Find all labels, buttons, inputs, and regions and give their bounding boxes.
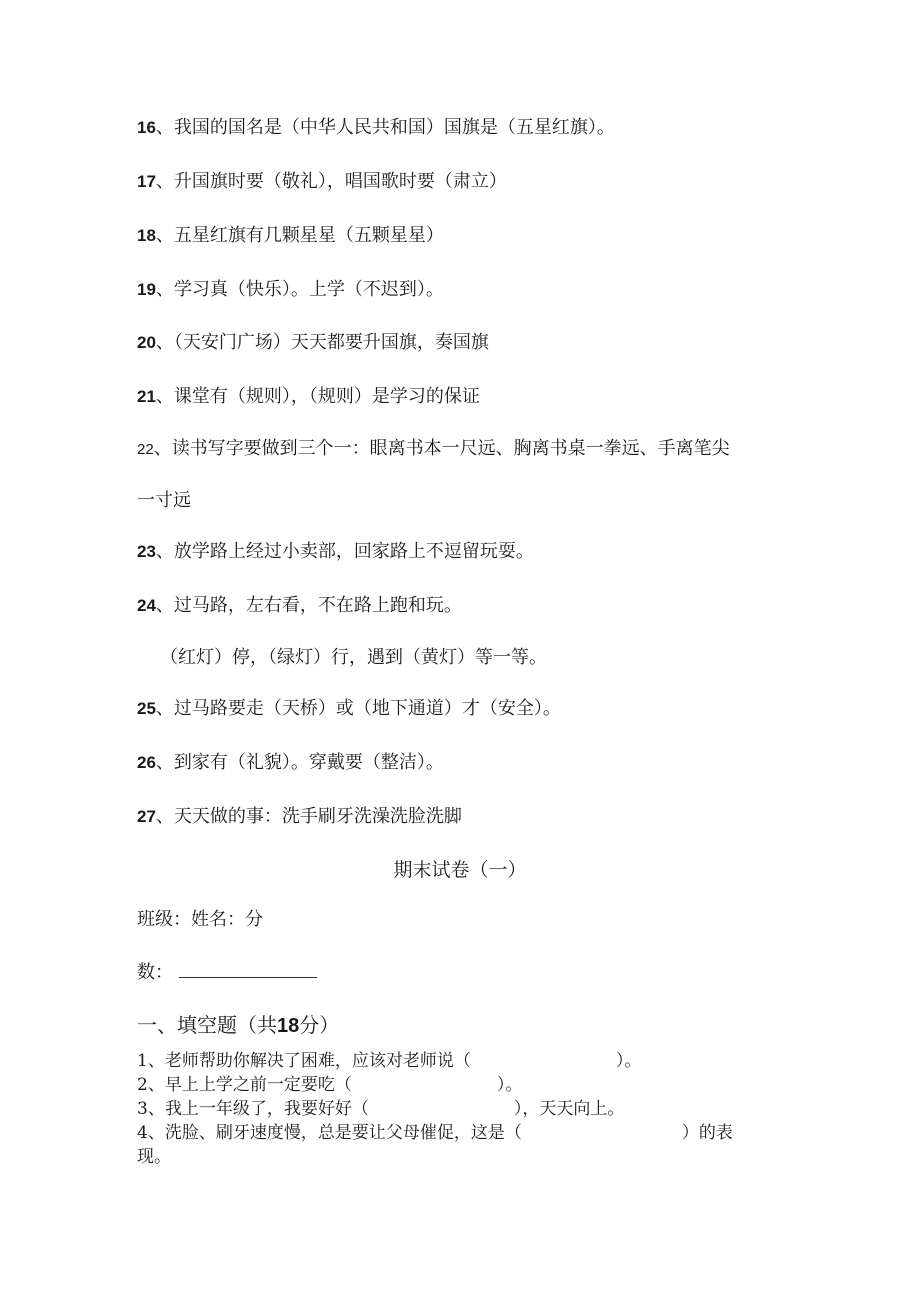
item-18 [137, 224, 444, 248]
item-sep: 、 [153, 438, 172, 459]
item-23 [137, 540, 534, 564]
item-text: 过马路要走（天桥）或（地下通道）才（安全）。 [173, 698, 561, 719]
item-sep: 、 [155, 117, 174, 138]
item-number: 26 [137, 753, 156, 772]
question-text: 1、老师帮助你解决了困难，应该对老师说（ [137, 1051, 471, 1071]
item-27 [137, 805, 462, 829]
question-text: 2、早上上学之前一定要吃（ [137, 1075, 352, 1095]
item-20 [137, 331, 489, 355]
item-text: 放学路上经过小卖部，回家路上不逗留玩耍。 [173, 541, 534, 562]
question-3 [137, 1098, 624, 1121]
item-text: 五星红旗有几颗星星（五颗星星） [173, 225, 444, 246]
score-label: 数： [137, 962, 173, 983]
question-end: ）。 [615, 1051, 642, 1071]
section-prefix: 一、填空题（共 [137, 1013, 277, 1037]
item-22 [137, 437, 730, 462]
question-4 [137, 1122, 733, 1145]
item-number: 24 [137, 596, 156, 615]
item-sep: 、 [155, 595, 174, 616]
item-text: 读书写字要做到三个一：眼离书本一尺远、胸离书桌一拳远、手离笔尖 [171, 438, 730, 459]
question-2 [137, 1074, 522, 1097]
question-1 [137, 1050, 641, 1073]
item-text: 课堂有（规则），（规则）是学习的保证 [173, 386, 480, 407]
question-text: 现。 [137, 1147, 171, 1167]
question-end: ）的表 [681, 1123, 733, 1143]
item-sep: 、 [155, 752, 174, 773]
exam-title: 期末试卷（一） [393, 859, 527, 881]
item-19 [137, 278, 444, 302]
info-line-class-name: 班级：姓名：分 [137, 909, 263, 930]
section-points: 18 [277, 1015, 300, 1037]
item-text: 学习真（快乐）。上学（不迟到）。 [173, 279, 444, 300]
item-sep: 、 [155, 386, 174, 407]
item-25 [137, 697, 561, 721]
item-sep: 、 [155, 225, 174, 246]
item-number: 20 [137, 333, 156, 352]
item-24-continued [160, 646, 547, 670]
item-text: 过马路，左右看，不在路上跑和玩。 [173, 595, 462, 616]
question-end: ），天天向上。 [513, 1099, 625, 1119]
item-26 [137, 751, 444, 775]
section-suffix: 分） [299, 1013, 340, 1037]
item-sep: 、 [155, 806, 174, 827]
item-text: 天天做的事：洗手刷牙洗澡洗脸洗脚 [173, 806, 462, 827]
item-text: （红灯）停，（绿灯）行，遇到（黄灯）等一等。 [160, 647, 547, 668]
item-sep: 、 [155, 332, 174, 353]
item-sep: 、 [155, 698, 174, 719]
item-number: 23 [137, 542, 156, 561]
question-text: 3、我上一年级了，我要好好（ [137, 1099, 369, 1119]
item-22-continued [137, 489, 191, 513]
item-number: 17 [137, 172, 156, 191]
item-text: 升国旗时要（敬礼），唱国歌时要（肃立） [173, 171, 507, 192]
section-heading [137, 1012, 339, 1039]
item-21 [137, 385, 480, 409]
question-end: ）。 [496, 1075, 523, 1095]
item-number: 21 [137, 387, 156, 406]
item-number: 22 [137, 441, 154, 458]
item-text: （天安门广场）天天都要升国旗，奏国旗 [173, 332, 489, 353]
question-text: 4、洗脸、刷牙速度慢，总是要让父母催促，这是（ [137, 1123, 522, 1143]
item-text: 我国的国名是（中华人民共和国）国旗是（五星红旗）。 [173, 117, 615, 138]
item-24 [137, 594, 462, 618]
item-17 [137, 170, 507, 194]
score-blank[interactable] [179, 961, 317, 978]
item-number: 16 [137, 118, 156, 137]
item-sep: 、 [155, 279, 174, 300]
info-line-score [137, 961, 317, 985]
item-number: 25 [137, 699, 156, 718]
item-number: 27 [137, 807, 156, 826]
item-text: 到家有（礼貌）。穿戴要（整洁）。 [173, 752, 444, 773]
question-4-continued [137, 1146, 171, 1169]
item-sep: 、 [155, 171, 174, 192]
item-sep: 、 [155, 541, 174, 562]
item-number: 19 [137, 280, 156, 299]
item-text: 一寸远 [137, 490, 191, 511]
item-number: 18 [137, 226, 156, 245]
item-16 [137, 116, 615, 140]
